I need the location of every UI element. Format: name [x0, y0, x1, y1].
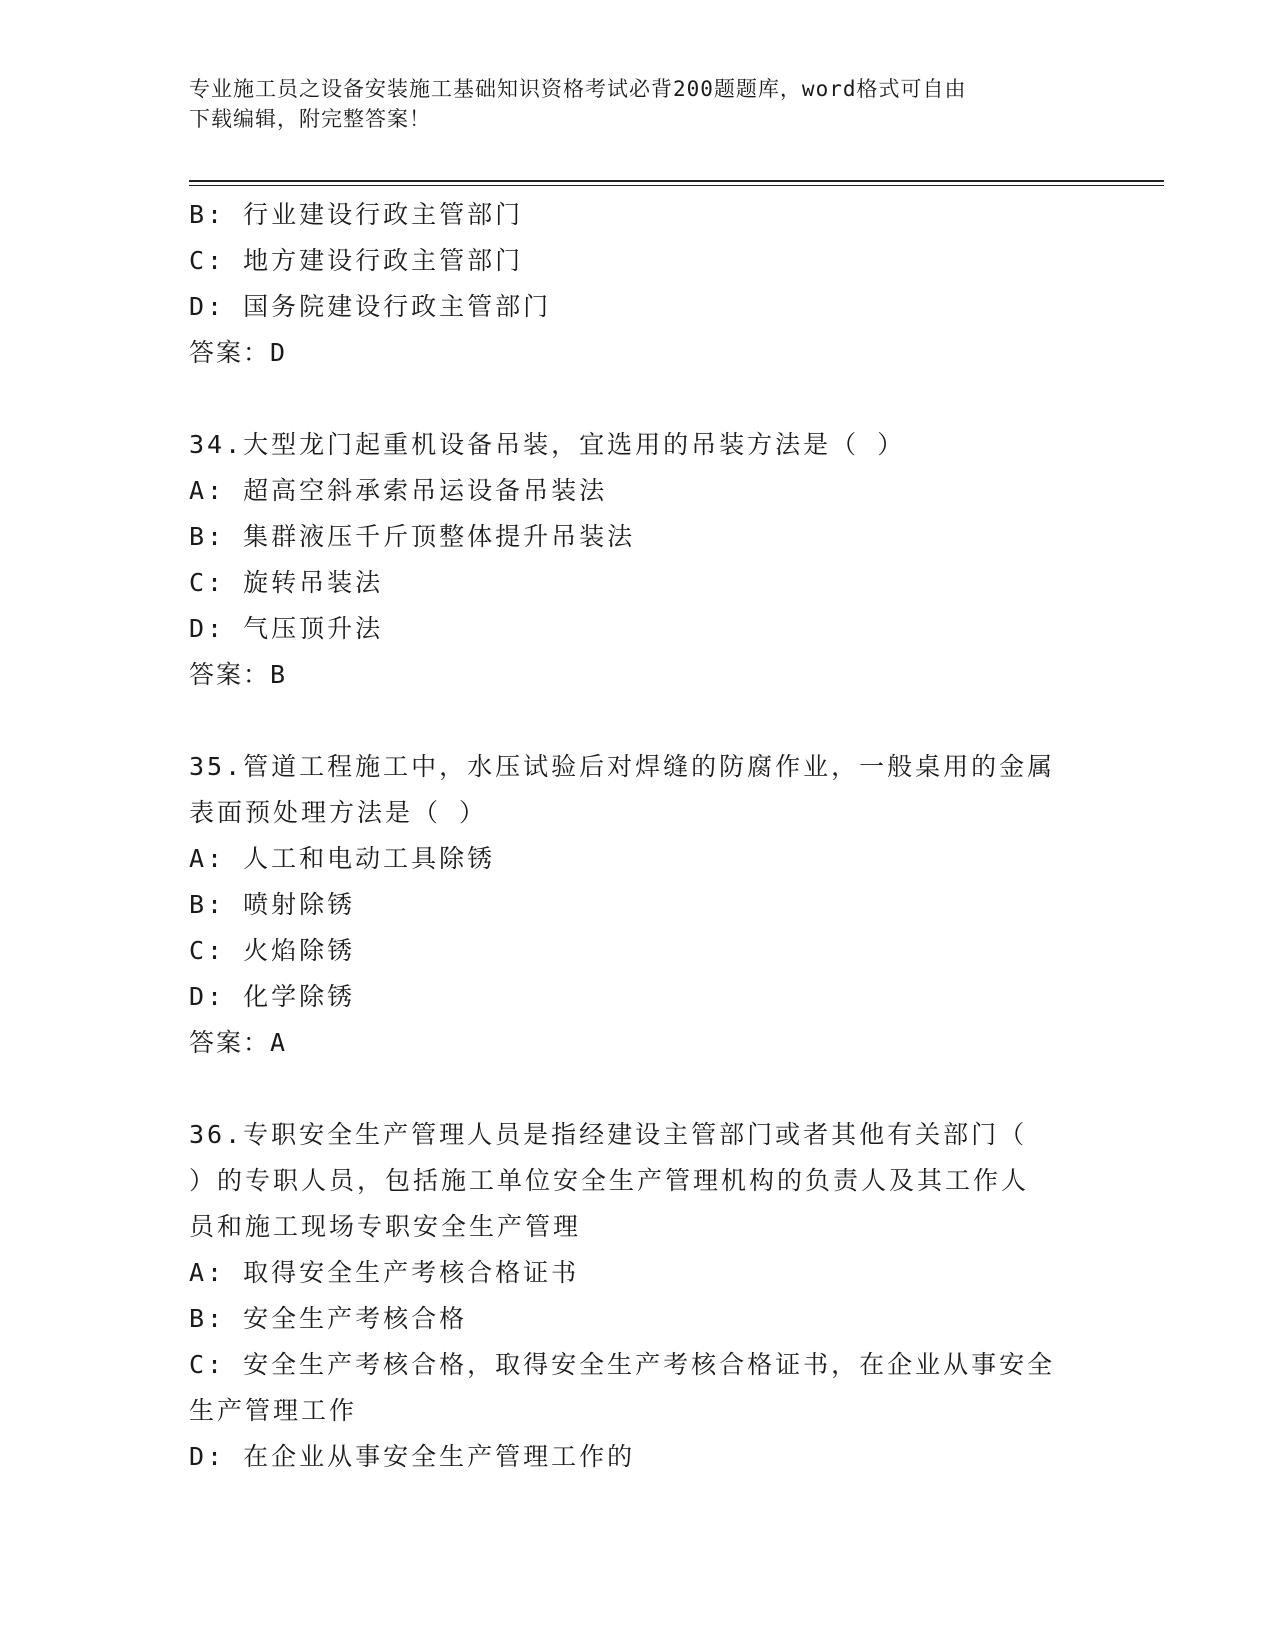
question-list	[189, 192, 1089, 1480]
spacer	[189, 376, 1089, 422]
header-divider-thin	[189, 185, 1164, 186]
option-b: B: 喷射除锈	[189, 890, 356, 919]
spacer	[189, 1066, 1089, 1112]
question-stem: 35.管道工程施工中，水压试验后对焊缝的防腐作业，一般桌用的金属	[189, 752, 1056, 781]
option-b: B: 安全生产考核合格	[189, 1304, 468, 1333]
option-c-continued: 生产管理工作	[189, 1396, 358, 1425]
question-stem-continued: ）的专职人员，包括施工单位安全生产管理机构的负责人及其工作人	[189, 1166, 1030, 1195]
option-d: D: 国务院建设行政主管部门	[189, 292, 552, 321]
option-b: B: 行业建设行政主管部门	[189, 200, 524, 229]
spacer	[189, 698, 1089, 744]
option-c: C: 安全生产考核合格，取得安全生产考核合格证书，在企业从事安全	[189, 1350, 1056, 1379]
question-block-35	[189, 744, 1089, 1066]
question-stem: 34.大型龙门起重机设备吊装，宜选用的吊装方法是（ ）	[189, 430, 906, 459]
option-d: D: 气压顶升法	[189, 614, 384, 643]
option-b: B: 集群液压千斤顶整体提升吊装法	[189, 522, 636, 551]
option-d: D: 在企业从事安全生产管理工作的	[189, 1442, 636, 1471]
option-c: C: 火焰除锈	[189, 936, 356, 965]
header-title-line-2: 下载编辑，附完整答案！	[189, 107, 431, 131]
option-c: C: 地方建设行政主管部门	[189, 246, 524, 275]
question-block-33	[189, 192, 1089, 376]
answer-line: 答案：B	[189, 660, 288, 689]
option-a: A: 取得安全生产考核合格证书	[189, 1258, 580, 1287]
question-stem-continued: 表面预处理方法是（ ）	[189, 798, 488, 827]
option-c: C: 旋转吊装法	[189, 568, 384, 597]
header-title-line-1: 专业施工员之设备安装施工基础知识资格考试必背200题题库，word格式可自由	[189, 77, 967, 101]
answer-line: 答案：A	[189, 1028, 288, 1057]
question-stem-continued: 员和施工现场专职安全生产管理	[189, 1212, 582, 1241]
question-stem: 36.专职安全生产管理人员是指经建设主管部门或者其他有关部门（	[189, 1120, 1028, 1149]
question-block-36	[189, 1112, 1089, 1480]
option-a: A: 超高空斜承索吊运设备吊装法	[189, 476, 608, 505]
question-block-34	[189, 422, 1089, 698]
option-d: D: 化学除锈	[189, 982, 356, 1011]
answer-line: 答案：D	[189, 338, 288, 367]
document-header	[189, 74, 1089, 134]
header-divider-thick	[189, 180, 1164, 182]
option-a: A: 人工和电动工具除锈	[189, 844, 496, 873]
